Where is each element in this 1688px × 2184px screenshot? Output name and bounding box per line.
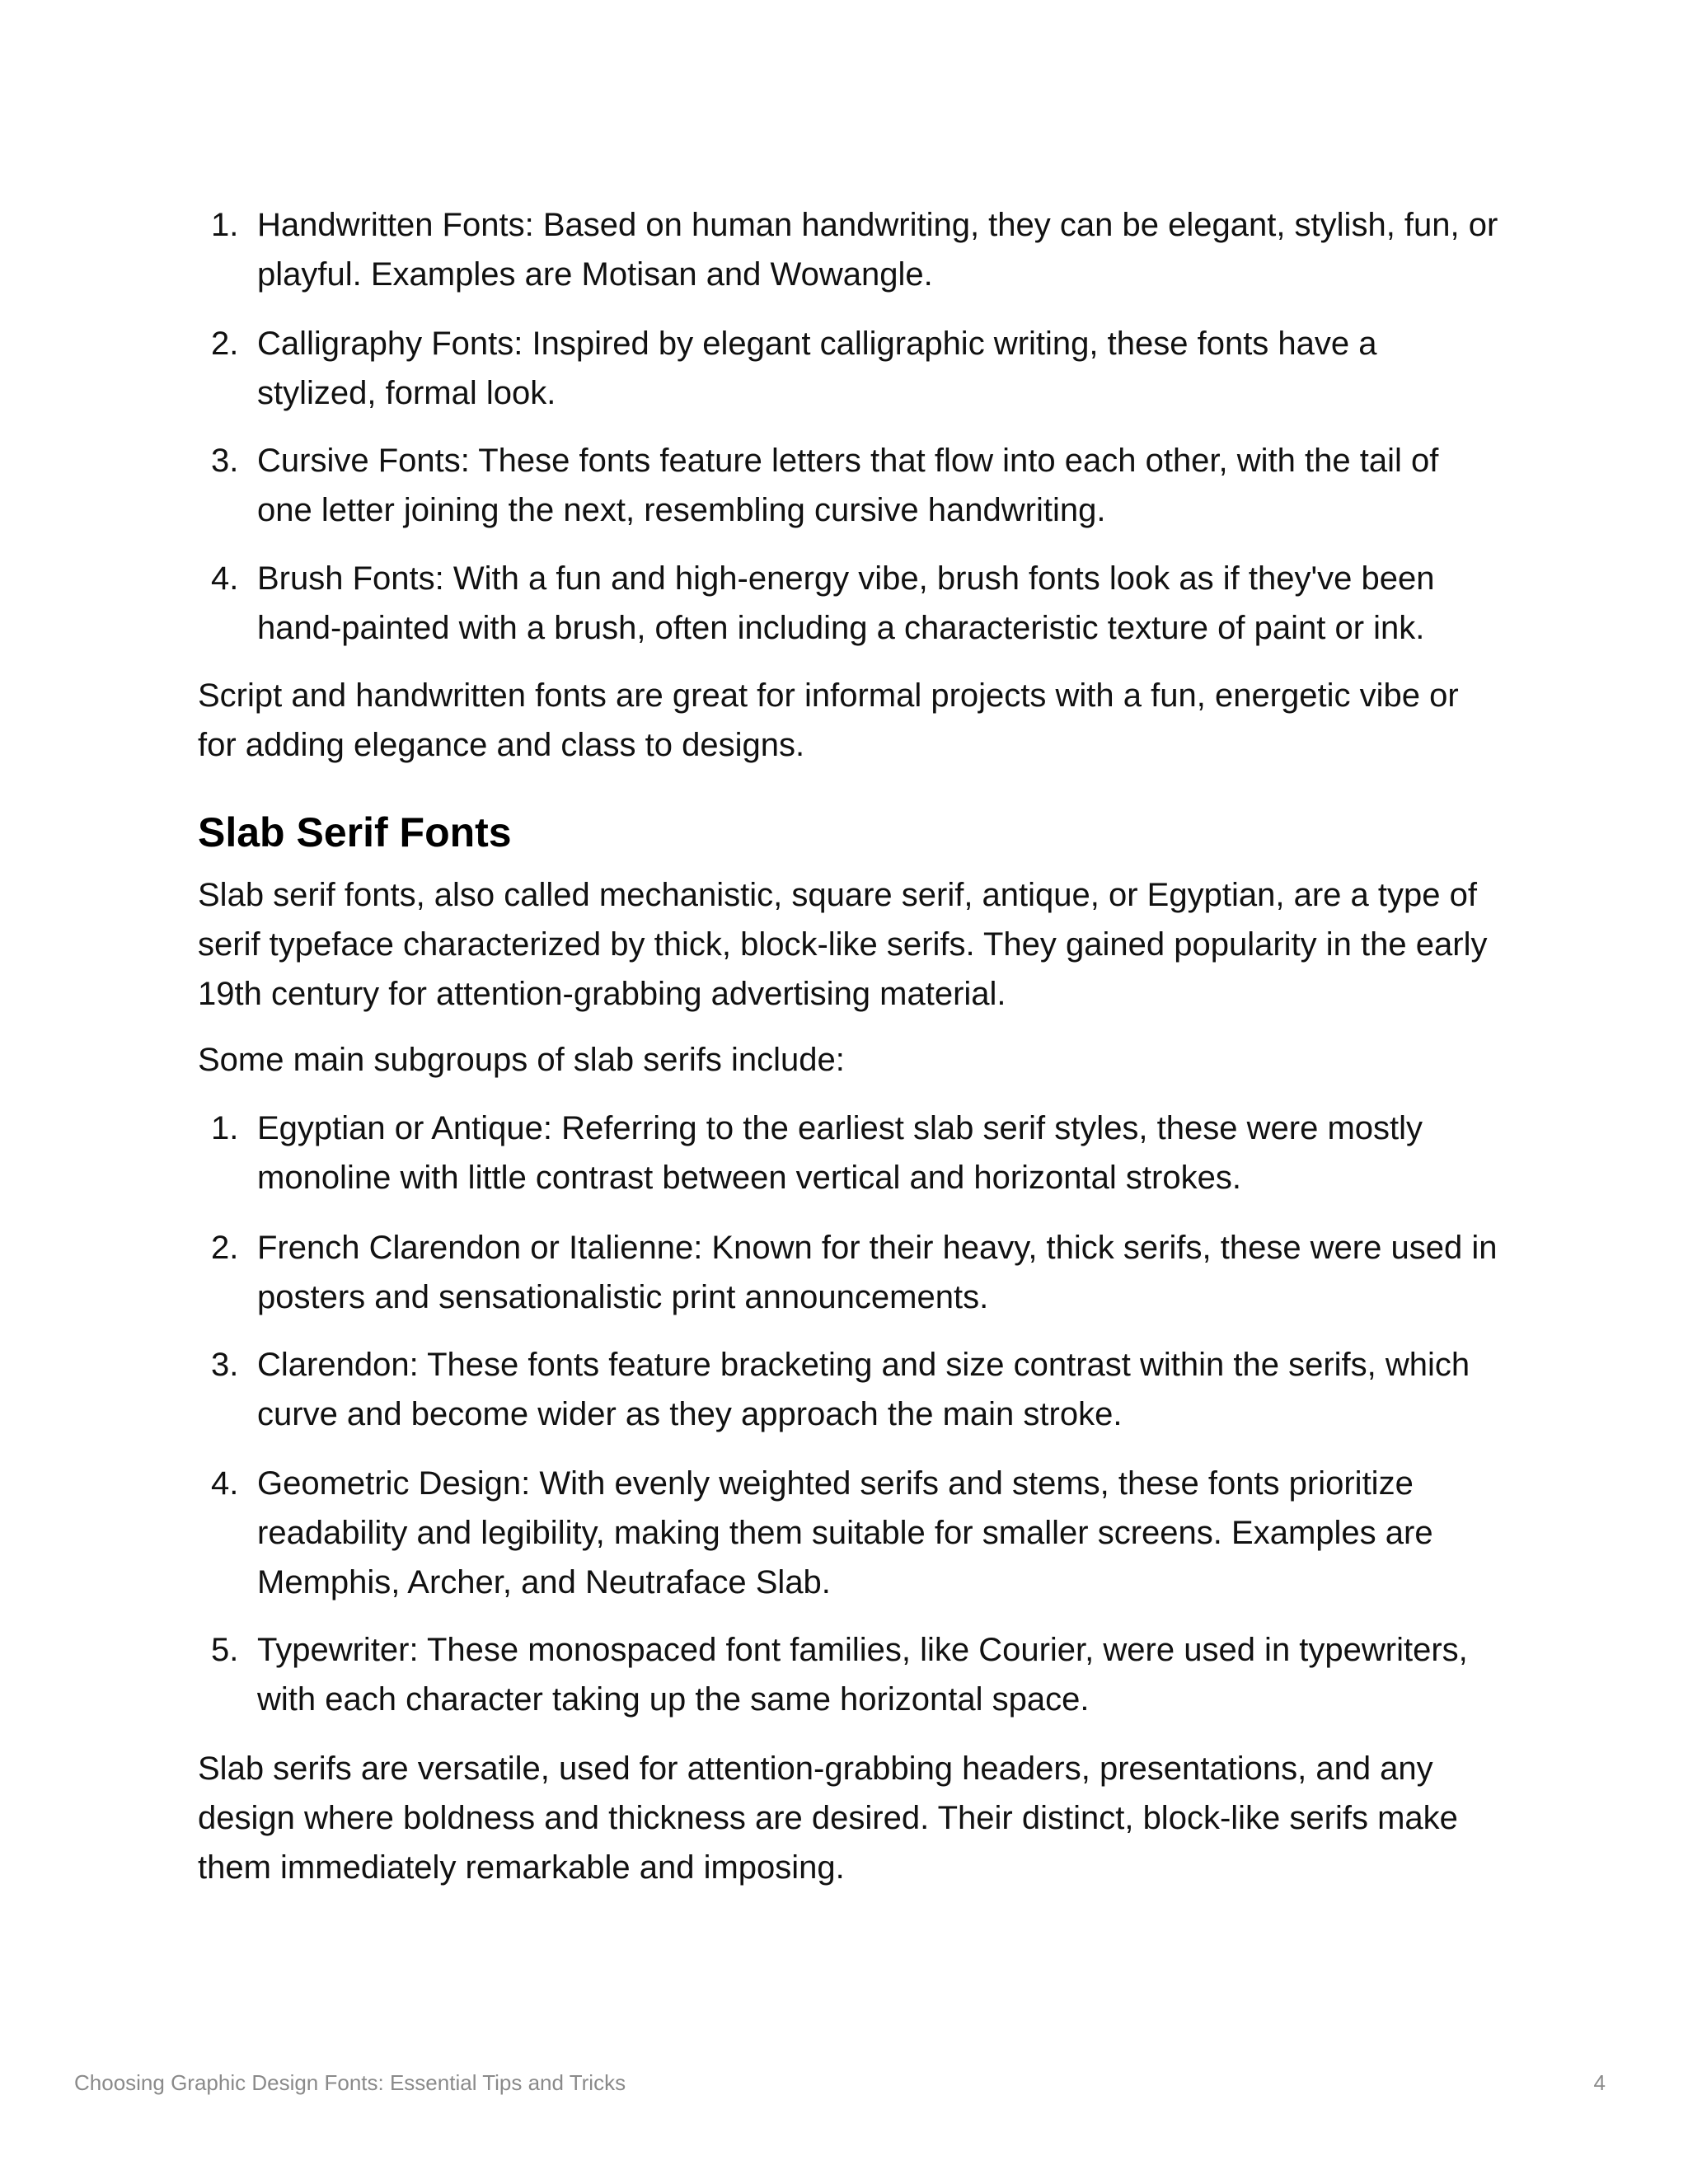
list-number: 5. (211, 1632, 239, 1668)
list-item-text: Calligraphy Fonts: Inspired by elegant calligraphic writing, these fonts have a stylized, formal look. (257, 326, 1377, 411)
slab-serif-subgroups-list (198, 1104, 1500, 1724)
list-item (198, 319, 1500, 418)
list-item (198, 1223, 1500, 1322)
list-item (198, 1459, 1500, 1607)
paragraph-slab-closing: Slab serifs are versatile, used for attention-grabbing headers, presentations, and any design where boldness and thickness are desired. Their distinct, block-like serifs make them immediately remarkable and imposing. (198, 1750, 1458, 1886)
script-font-types-list (198, 200, 1500, 653)
list-item-text: Geometric Design: With evenly weighted serifs and stems, these fonts prioritize readability and legibility, making them suitable for smaller screens. Examples are Memphis, Archer, and Neutraface Slab. (257, 1465, 1433, 1601)
list-item (198, 436, 1500, 535)
section-heading: Slab Serif Fonts (198, 809, 512, 855)
list-number: 3. (211, 1347, 239, 1383)
list-number: 4. (211, 1465, 239, 1502)
list-item-text: Cursive Fonts: These fonts feature letters that flow into each other, with the tail of one letter joining the next, resembling cursive handwriting. (257, 443, 1439, 528)
document-body (198, 200, 1500, 1892)
list-number: 2. (211, 326, 239, 362)
list-item-text: Handwritten Fonts: Based on human handwriting, they can be elegant, stylish, fun, or playful. Examples are Motisan and Wowangle. (257, 207, 1498, 293)
list-item (198, 1625, 1500, 1724)
list-item-text: Clarendon: These fonts feature bracketing and size contrast within the serifs, which curve and become wider as they approach the main stroke. (257, 1347, 1470, 1432)
list-item (198, 200, 1500, 299)
list-item (198, 1340, 1500, 1439)
list-item (198, 554, 1500, 653)
paragraph-slab-intro: Slab serif fonts, also called mechanistic, square serif, antique, or Egyptian, are a type of serif typeface characterized by thick, block-like serifs. They gained popularity in the early 19th century for attention-grabbing advertising material. (198, 877, 1488, 1012)
paragraph-script-fonts: Script and handwritten fonts are great for informal projects with a fun, energetic vibe or for adding elegance and class to designs. (198, 677, 1459, 763)
list-item-text: Typewriter: These monospaced font families, like Courier, were used in typewriters, with each character taking up the same horizontal space. (257, 1632, 1468, 1718)
list-number: 2. (211, 1230, 239, 1266)
list-number: 1. (211, 207, 239, 243)
list-number: 3. (211, 443, 239, 479)
list-item-text: Brush Fonts: With a fun and high-energy vibe, brush fonts look as if they've been hand-painted with a brush, often including a characteristic texture of paint or ink. (257, 560, 1435, 646)
list-item (198, 1104, 1500, 1202)
list-item-text: Egyptian or Antique: Referring to the earliest slab serif styles, these were mostly monoline with little contrast between vertical and horizontal strokes. (257, 1110, 1423, 1196)
paragraph-subgroups: Some main subgroups of slab serifs include: (198, 1042, 845, 1078)
list-number: 1. (211, 1110, 239, 1146)
list-number: 4. (211, 560, 239, 597)
list-item-text: French Clarendon or Italienne: Known for their heavy, thick serifs, these were used in posters and sensationalistic print announcements. (257, 1230, 1498, 1315)
footer-page-number: 4 (1593, 2070, 1606, 2095)
footer-document-title: Choosing Graphic Design Fonts: Essential Tips and Tricks (74, 2070, 626, 2095)
